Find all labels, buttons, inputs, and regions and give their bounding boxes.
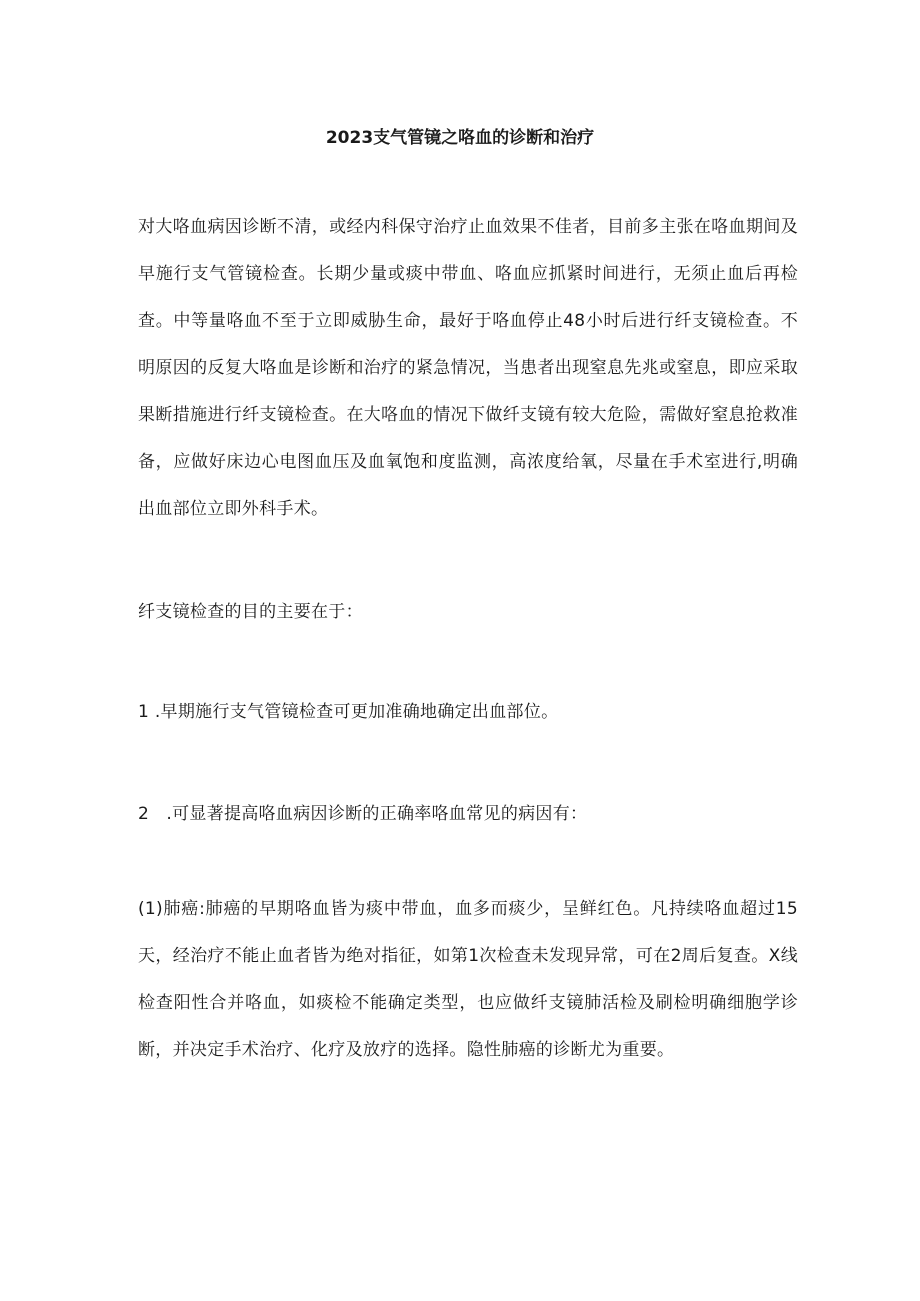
paragraph-purpose-intro: 纤支镜检查的目的主要在于： [138,602,363,622]
list-item-1: 1 .早期施行支气管镜检查可更加准确地确定出血部位。 [138,702,559,722]
paragraph-lung-cancer: (1)肺癌:肺癌的早期咯血皆为痰中带血，血多而痰少，呈鲜红色。凡持续咯血超过15天，经治疗不能止血者皆为绝对指征，如第1次检查未发现异常，可在2周后复查。X线检查阳性合并咯血，如痰检不能确定类型，也应做纤支镜肺活检及刷检明确细胞学诊断，并决定手术治疗、化疗及放疗的选择。隐性肺癌的诊断尤为重要。 [138,899,798,1060]
list-item-2: 2 .可显著提高咯血病因诊断的正确率咯血常见的病因有： [138,804,588,824]
document-title: 2023支气管镜之咯血的诊断和治疗 [325,128,595,148]
paragraph-bronchoscopy-timing: 对大咯血病因诊断不清，或经内科保守治疗止血效果不佳者，目前多主张在咯血期间及早施行支气管镜检查。长期少量或痰中带血、咯血应抓紧时间进行，无须止血后再检查。中等量咯血不至于立即威胁生命，最好于咯血停止48小时后进行纤支镜检查。不明原因的反复大咯血是诊断和治疗的紧急情况，当患者出现窒息先兆或窒息，即应采取果断措施进行纤支镜检查。在大咯血的情况下做纤支镜有较大危险，需做好窒息抢救准备，应做好床边心电图血压及血氧饱和度监测，高浓度给氧，尽量在手术室进行,明确出血部位立即外科手术。 [138,217,798,519]
